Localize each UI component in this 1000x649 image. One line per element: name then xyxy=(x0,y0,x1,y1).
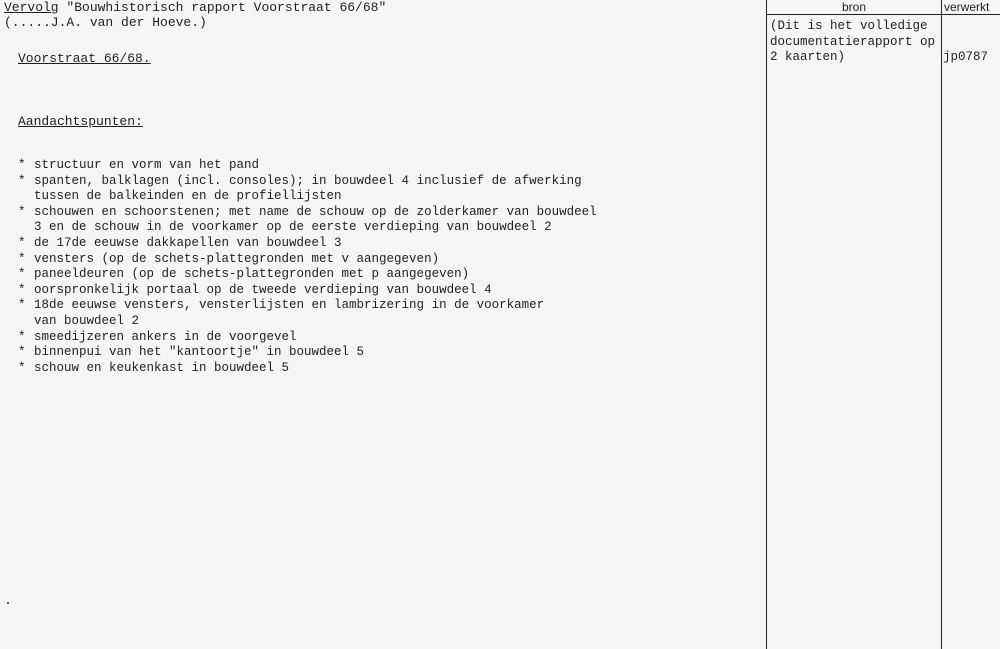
list-item-text: binnenpui van het "kantoortje" in bouwdeel 5 xyxy=(34,345,365,360)
list-item xyxy=(18,283,597,299)
bullet-asterisk: * xyxy=(18,360,26,375)
bullet-asterisk: * xyxy=(18,204,26,219)
bullet-asterisk: * xyxy=(18,235,26,250)
report-header xyxy=(4,0,386,15)
list-item-text: schouwen en schoorstenen; met name de schouw op de zolderkamer van bouwdeel xyxy=(34,204,597,219)
bullet-asterisk: * xyxy=(18,173,26,188)
list-item-text: de 17de eeuwse dakkapellen van bouwdeel 3 xyxy=(34,235,342,250)
header-author: (.....J.A. van der Hoeve.) xyxy=(4,15,207,30)
list-item-continuation: 3 en de schouw in de voorkamer op de eerste verdieping van bouwdeel 2 xyxy=(34,220,552,235)
attention-points-list xyxy=(18,158,597,376)
list-item-text: paneeldeuren (op de schets-plattegronden met p aangegeven) xyxy=(34,267,470,282)
list-item-text: structuur en vorm van het pand xyxy=(34,158,260,172)
header-prefix: Vervolg xyxy=(4,0,59,15)
subject-heading: Voorstraat 66/68. xyxy=(18,51,151,66)
header-rule xyxy=(766,14,1000,15)
column-divider-left xyxy=(766,0,767,649)
bullet-asterisk: * xyxy=(18,158,26,172)
list-item xyxy=(18,205,597,236)
list-item-text: spanten, balklagen (incl. consoles); in bouwdeel 4 inclusief de afwerking xyxy=(34,173,582,188)
list-item xyxy=(18,174,597,205)
list-item xyxy=(18,236,597,252)
list-item-text: oorspronkelijk portaal op de tweede verdieping van bouwdeel 4 xyxy=(34,282,492,297)
list-item xyxy=(18,298,597,329)
list-item xyxy=(18,267,597,283)
column-divider-right xyxy=(941,0,942,649)
bullet-asterisk: * xyxy=(18,329,26,344)
bullet-asterisk: * xyxy=(18,298,26,313)
list-item-continuation: tussen de balkeinden en de profiellijsten xyxy=(34,189,342,204)
list-item-continuation: van bouwdeel 2 xyxy=(34,313,140,328)
bullet-asterisk: * xyxy=(18,267,26,282)
bron-note: (Dit is het volledige documentatierapport op 2 kaarten) xyxy=(770,19,936,64)
list-item xyxy=(18,158,597,174)
list-item-text: smeedijzeren ankers in de voorgevel xyxy=(34,329,297,344)
verwerkt-column-header: verwerkt xyxy=(944,0,990,14)
bron-column-header: bron xyxy=(841,0,867,14)
bullet-asterisk: * xyxy=(18,251,26,266)
list-item-text: vensters (op de schets-plattegronden met v aangegeven) xyxy=(34,251,440,266)
header-title: "Bouwhistorisch rapport Voorstraat 66/68" xyxy=(58,0,387,15)
list-item xyxy=(18,345,597,361)
paper-speck xyxy=(7,602,9,604)
list-item xyxy=(18,361,597,377)
bullet-asterisk: * xyxy=(18,345,26,360)
section-heading: Aandachtspunten: xyxy=(18,114,143,129)
list-item xyxy=(18,252,597,268)
list-item-text: 18de eeuwse vensters, vensterlijsten en lambrizering in de voorkamer xyxy=(34,298,545,313)
bullet-asterisk: * xyxy=(18,282,26,297)
verwerkt-code: jp0787 xyxy=(943,50,989,64)
list-item-text: schouw en keukenkast in bouwdeel 5 xyxy=(34,360,290,375)
list-item xyxy=(18,330,597,346)
